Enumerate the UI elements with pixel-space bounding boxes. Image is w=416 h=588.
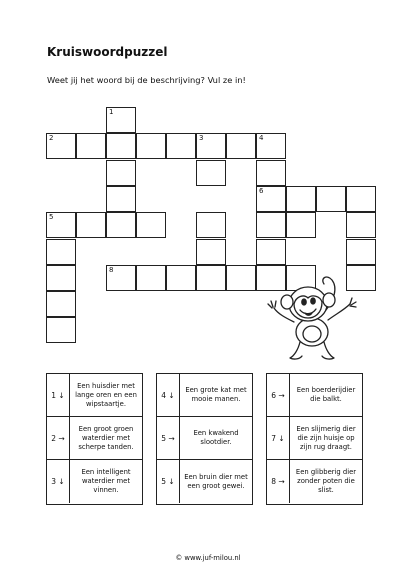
grid-cell[interactable] [46,265,76,291]
clue-key: 4 ↓ [157,374,180,416]
grid-cell[interactable] [316,186,346,212]
grid-cell[interactable] [76,212,106,238]
grid-cell[interactable] [46,239,76,265]
grid-cell[interactable] [136,265,166,291]
grid-cell[interactable] [166,265,196,291]
clue-key: 2 → [47,417,70,459]
clue-text: Een glibberig dier zonder poten die slist. [295,468,357,494]
grid-cell[interactable] [196,239,226,265]
grid-cell[interactable] [256,160,286,186]
clue-text: Een slijmerig dier die zijn huisje op zijn rug draagt. [296,424,356,451]
clue-text: Een kwakend slootdier. [193,429,239,446]
grid-cell[interactable] [226,265,256,291]
clue-number: 6 [259,186,264,195]
grid-cell[interactable] [106,212,136,238]
grid-cell[interactable] [346,212,376,238]
grid-cell[interactable] [46,212,76,238]
grid-cell[interactable] [226,133,256,159]
clue-text: Een groot groen waterdier met scherpe tanden. [78,424,134,451]
grid-cell[interactable] [196,265,226,291]
clue-text: Een grote kat met mooie manen. [185,386,247,403]
grid-cell[interactable] [256,133,286,159]
grid-cell[interactable] [106,160,136,186]
grid-cell[interactable] [46,317,76,343]
grid-cell[interactable] [46,291,76,317]
clue-key: 3 ↓ [47,460,70,503]
grid-cell[interactable] [196,212,226,238]
clue-text: Een boerderijdier die balkt. [296,386,356,403]
clue-row [157,460,252,503]
clue-row [157,417,252,460]
clue-box-2 [156,373,253,505]
clue-number: 5 [49,213,54,222]
clue-key: 5 ↓ [157,460,180,503]
grid-cell[interactable] [106,133,136,159]
clue-row [47,460,142,503]
clue-text: Een bruin dier met een groot gewei. [184,472,248,490]
grid-cell[interactable] [106,186,136,212]
grid-cell[interactable] [136,212,166,238]
grid-cell[interactable] [106,107,136,133]
clue-row [47,374,142,417]
clue-box-3 [266,373,363,505]
page-title: Kruiswoordpuzzel [47,45,168,59]
grid-cell[interactable] [46,133,76,159]
clue-number: 4 [259,134,264,143]
clue-box-1 [46,373,143,505]
instructions: Weet jij het woord bij de beschrijving? Vul ze in! [47,75,246,85]
clue-number: 8 [109,265,114,274]
clue-number: 1 [109,108,114,116]
clue-text: Een huisdier met lange oren en een wipstaartje. [75,381,137,408]
clue-key: 6 → [267,374,290,416]
grid-cell[interactable] [76,133,106,159]
clue-row [157,374,252,417]
grid-cell[interactable] [196,160,226,186]
clue-key: 8 → [267,460,290,503]
grid-cell[interactable] [136,133,166,159]
clue-key: 5 → [157,417,180,459]
grid-cell[interactable] [286,186,316,212]
clue-row [267,460,362,503]
clue-key: 7 ↓ [267,417,290,459]
grid-cell[interactable] [256,186,286,212]
footer-credit: © www.juf-milou.nl [175,554,241,562]
grid-cell[interactable] [196,133,226,159]
clue-text: Een intelligent waterdier met vinnen. [81,468,131,494]
grid-cell[interactable] [256,239,286,265]
grid-cell[interactable] [286,212,316,238]
clue-number: 3 [199,134,204,143]
grid-cell[interactable] [346,239,376,265]
grid-cell[interactable] [256,212,286,238]
clue-row [267,374,362,417]
monkey-icon [264,270,364,366]
clue-number: 2 [49,134,54,143]
grid-cell[interactable] [106,265,136,291]
clue-key: 1 ↓ [47,374,70,416]
grid-cell[interactable] [346,186,376,212]
clue-row [267,417,362,460]
clue-row [47,417,142,460]
grid-cell[interactable] [166,133,196,159]
